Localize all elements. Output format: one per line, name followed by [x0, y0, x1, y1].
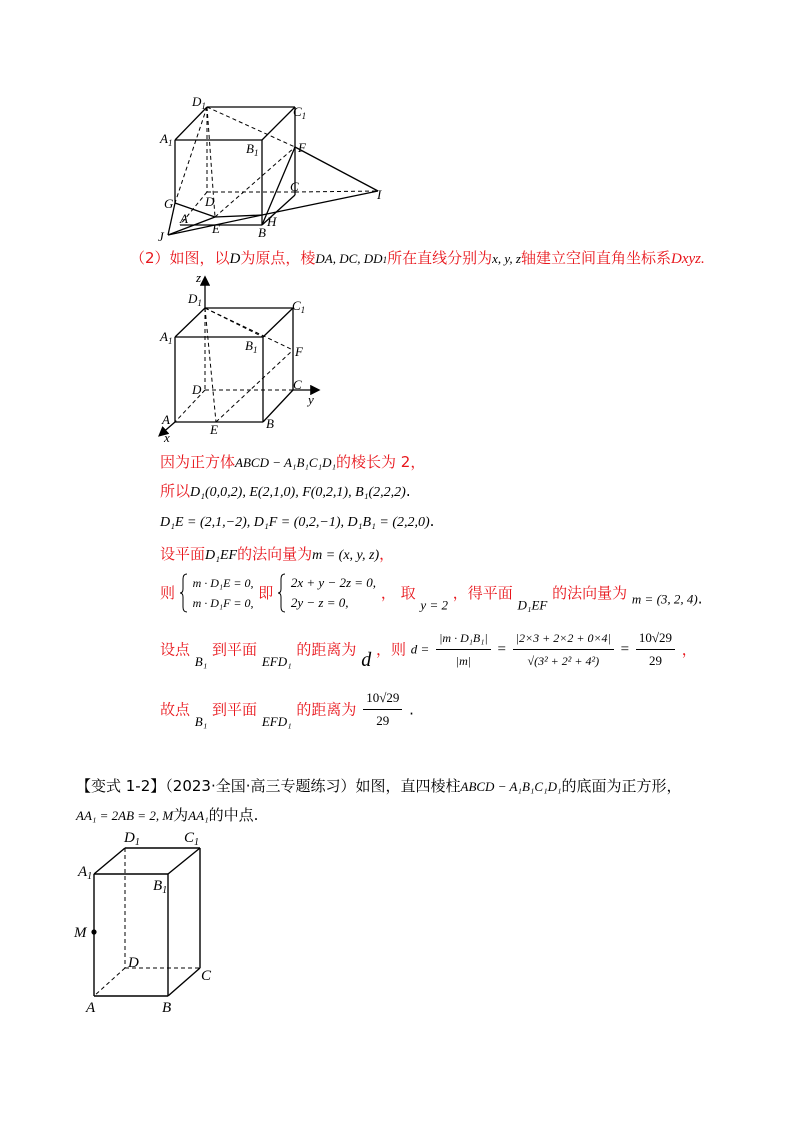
figure-1-cube-section [150, 95, 390, 245]
label-C: C [201, 968, 212, 984]
label-M: M [74, 925, 87, 941]
solution-line-4: 设平面D₁EF的法向量为m = (x, y, z)， [160, 545, 395, 563]
solution-line-6: 设点 B₁ 到平面 EFD₁ 的距离为 d ，则 d = $\frac{\text{|m · D₁B₁|}}{|m|}$ = $\frac{|2\times 3 + 2\times 2 + 0\times 4|}{\text{√(3² + 2² + 4²)}}$ = $\frac{10√29}{29}$ ， [160, 630, 697, 671]
label-F: F [298, 140, 306, 155]
label-C1: $C_1$ [292, 298, 306, 315]
label-D1: $D_1$ [124, 830, 140, 848]
label-J: J [158, 229, 164, 244]
label-C1: $C_1$ [293, 104, 307, 121]
label-A: A [180, 211, 188, 226]
part2-statement: （2）如图，以D为原点，棱DA, DC, DD1所在直线分别为x, y, z轴建立空间直角坐标系Dxyz. [130, 249, 705, 267]
label-C: C [293, 377, 302, 392]
label-D1: $D_1$ [192, 95, 206, 111]
label-E: E [212, 221, 220, 236]
label-E: E [210, 422, 218, 437]
label-G: G [164, 196, 174, 211]
label-B: B [258, 225, 266, 240]
variant-heading: 【变式 1-2】（2023·全国·高三专题练习）如图，直四棱柱ABCD − A₁B₁C₁D₁的底面为正方形， [76, 777, 682, 795]
variant-condition: AA₁ = 2AB = 2, M为AA₁的中点. [76, 806, 259, 824]
label-H: H [267, 214, 277, 229]
axis-y-label: y [308, 392, 314, 407]
label-A: A [162, 412, 170, 427]
solution-line-7: 故点 B₁ 到平面 EFD₁ 的距离为 $\frac{10√29}{29}$ . [160, 690, 414, 729]
variant-tag: 【变式 1-2】 [76, 777, 166, 795]
solution-line-2: 所以D₁(0,0,2), E(2,1,0), F(0,2,1), B₁(2,2,2). [160, 482, 411, 500]
solution-line-1: 因为正方体ABCD − A₁B₁C₁D₁的棱长为 2， [160, 453, 426, 471]
label-D: D [205, 194, 215, 209]
label-B: B [162, 1000, 172, 1016]
label-D: D [128, 955, 139, 971]
solution-line-3: D₁E = (2,1,−2), D₁F = (0,2,−1), D₁B₁ = (2,2,0). [160, 512, 435, 530]
figure-3-prism [72, 828, 222, 1018]
label-F: F [295, 344, 303, 359]
label-B1: $B_1$ [246, 141, 259, 158]
label-C1: $C_1$ [184, 830, 200, 848]
label-A1: $A_1$ [160, 329, 173, 346]
label-D: D [192, 382, 202, 397]
axis-x-label: x [164, 430, 170, 444]
label-B1: $B_1$ [245, 338, 258, 355]
label-A: A [86, 1000, 96, 1016]
axis-z-label: z [196, 272, 202, 285]
point-M [91, 929, 96, 934]
solution-line-5: 则 m · D₁E = 0, m · D₁F = 0, 即 2x + y − 2z = 0, 2y − z = 0, ， 取 y = 2 ，得平面 D₁EF 的法向量为 m = (3, 2, 4). [160, 575, 703, 613]
label-A1: $A_1$ [78, 864, 93, 882]
label-D1: $D_1$ [188, 291, 202, 308]
label-C: C [290, 179, 299, 194]
figure-2-coordinate-cube [150, 272, 330, 444]
label-B: B [266, 416, 274, 431]
label-I: I [377, 187, 382, 202]
label-B1: $B_1$ [153, 878, 168, 896]
label-A1: $A_1$ [160, 131, 173, 148]
